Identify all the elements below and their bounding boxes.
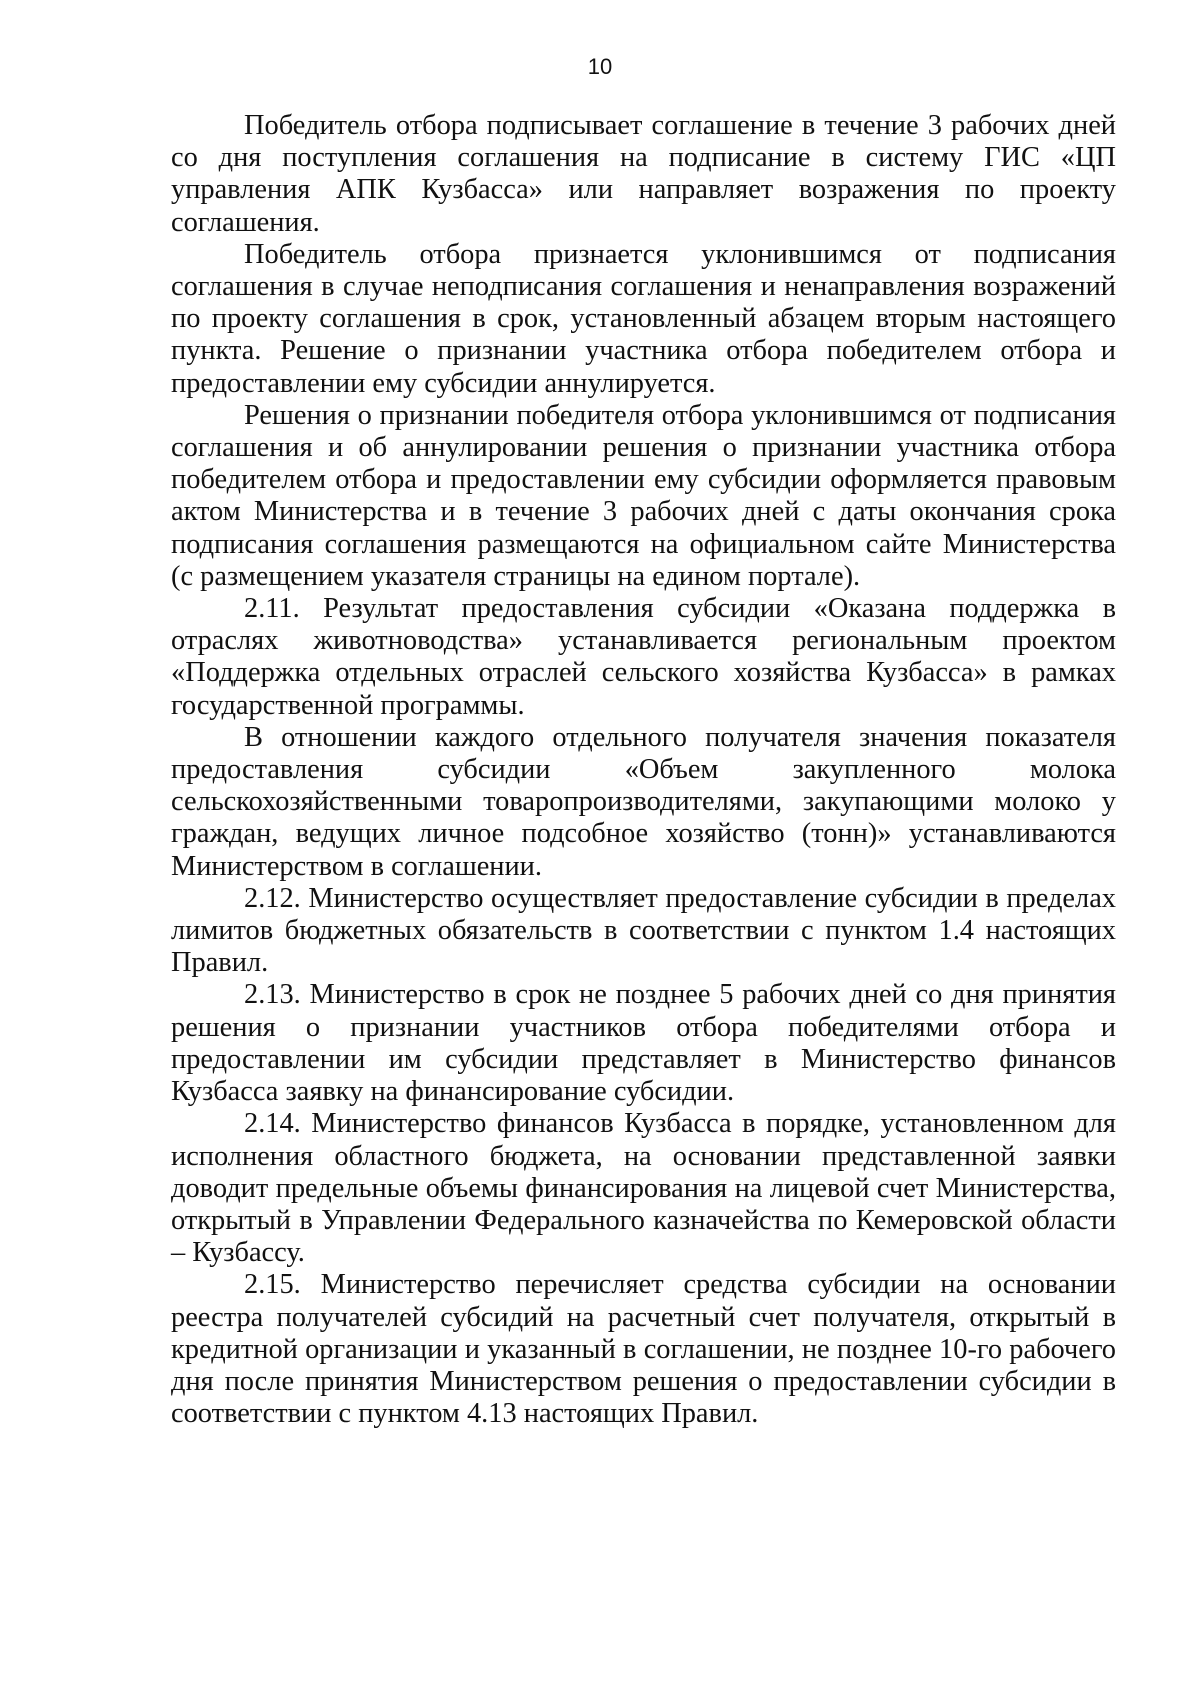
paragraph-agreement-signing: Победитель отбора подписывает соглашение в течение 3 рабочих дней со дня поступления соглашения на подписание в систему ГИС «ЦП управления АПК Кузбасса» или направляет возражения по проекту соглашения. xyxy=(171,110,1116,238)
document-body xyxy=(171,110,1116,1430)
paragraph-2-11-result: 2.11. Результат предоставления субсидии «Оказана поддержка в отраслях животноводства» устанавливается региональным проектом «Поддержка отдельных отраслей сельского хозяйства Кузбасса» в рамках государственной программы. xyxy=(171,593,1116,721)
paragraph-evasion-of-signing: Победитель отбора признается уклонившимся от подписания соглашения в случае неподписания соглашения и ненаправления возражений по проекту соглашения в срок, установленный абзацем вторым настоящего пункта. Решение о признании участника отбора победителем отбора и предоставлении ему субсидии аннулируется. xyxy=(171,238,1116,399)
paragraph-2-15-transfer: 2.15. Министерство перечисляет средства субсидии на основании реестра получателей субсидий на расчетный счет получателя, открытый в кредитной организации и указанный в соглашении, не позднее 10-го рабочего дня после принятия Министерством решения о предоставлении субсидии в соответствии с пунктом 4.13 настоящих Правил. xyxy=(171,1269,1116,1430)
paragraph-2-12-limits: 2.12. Министерство осуществляет предоставление субсидии в пределах лимитов бюджетных обязательств в соответствии с пунктом 1.4 настоящих Правил. xyxy=(171,882,1116,979)
page-number: 10 xyxy=(587,54,613,79)
paragraph-2-14-finance-ministry: 2.14. Министерство финансов Кузбасса в порядке, установленном для исполнения областного бюджета, на основании представленной заявки доводит предельные объемы финансирования на лицевой счет Министерства, открытый в Управлении Федерального казначейства по Кемеровской области – Кузбассу. xyxy=(171,1108,1116,1269)
paragraph-2-13-financing-request: 2.13. Министерство в срок не позднее 5 рабочих дней со дня принятия решения о признании участников отбора победителями отбора и предоставлении им субсидии представляет в Министерство финансов Кузбасса заявку на финансирование субсидии. xyxy=(171,979,1116,1108)
paragraph-indicator-values: В отношении каждого отдельного получателя значения показателя предоставления субсидии «Объем закупленного молока сельскохозяйственными товаропроизводителями, закупающими молоко у граждан, ведущих личное подсобное хозяйство (тонн)» устанавливаются Министерством в соглашении. xyxy=(171,721,1116,882)
paragraph-decision-publication: Решения о признании победителя отбора уклонившимся от подписания соглашения и об аннулировании решения о признании участника отбора победителем отбора и предоставлении ему субсидии оформляется правовым актом Министерства и в течение 3 рабочих дней с даты окончания срока подписания соглашения размещаются на официальном сайте Министерства (с размещением указателя страницы на едином портале). xyxy=(171,399,1116,592)
